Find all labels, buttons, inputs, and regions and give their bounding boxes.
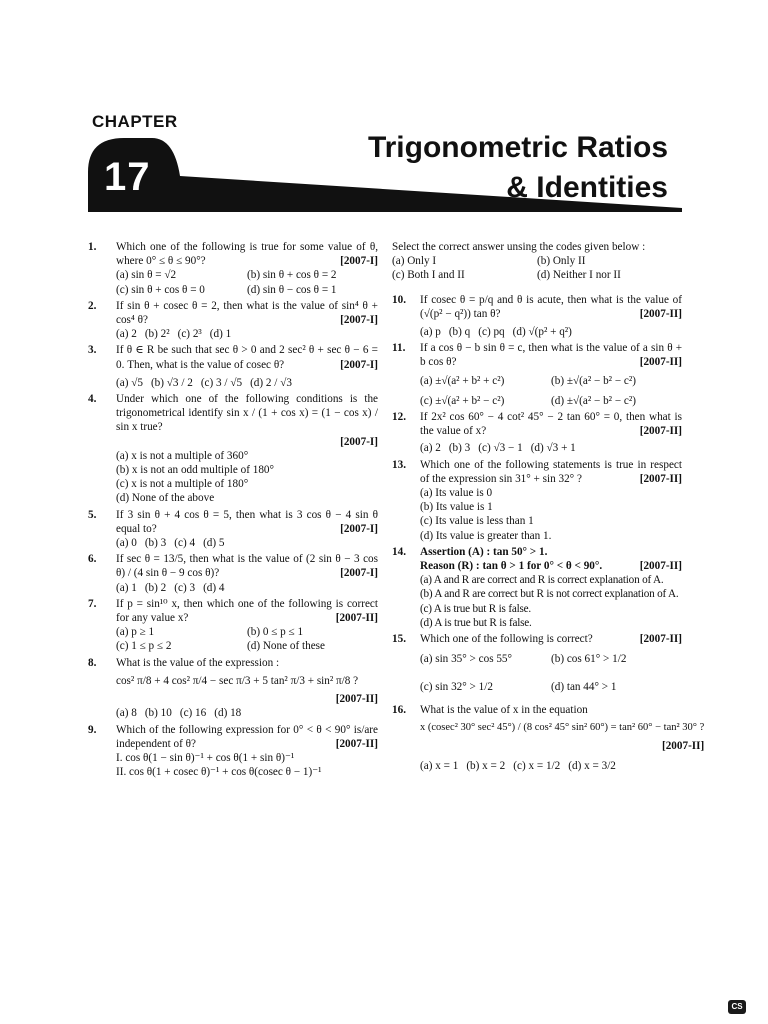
year-tag: [2007-II] [335, 737, 378, 750]
question-number: 13. [392, 458, 406, 471]
option-a: (a) 1 [116, 581, 137, 594]
option-c: (c) sin 32° > 1/2 [420, 681, 493, 694]
option-d: (d) 5 [203, 537, 225, 550]
options [420, 652, 682, 694]
options [420, 573, 682, 630]
option-c: (c) 16 [179, 707, 207, 720]
question-number: 3. [88, 344, 97, 357]
camscanner-badge: CS [728, 1000, 746, 1014]
option-a: (a) ±√(a² + b² + c²) [420, 374, 505, 387]
question-number: 16. [392, 703, 406, 716]
question-16 [392, 703, 705, 774]
option-b: (b) q [448, 326, 471, 339]
year-tag: [2007-II] [639, 472, 682, 485]
question-11 [392, 341, 682, 408]
option-c: (c) pq [478, 326, 505, 339]
option-a: (a) p ≥ 1 [116, 626, 155, 639]
year-tag: [2007-II] [335, 612, 378, 625]
option-b: (b) √3 / 2 [150, 376, 193, 389]
question-10 [392, 293, 682, 340]
chapter-title-line1: Trigonometric Ratios [367, 131, 668, 164]
option-b: (b) A and R are correct but R is not correct explanation of A. [420, 588, 679, 601]
options [116, 449, 378, 506]
option-b: (b) x = 2 [466, 760, 506, 773]
question-4 [88, 392, 378, 506]
option-b: (b) sin θ + cos θ = 2 [247, 269, 337, 282]
year-tag: [2007-I] [340, 314, 378, 327]
year-tag: [2007-II] [335, 693, 378, 706]
chapter-title [368, 128, 668, 208]
question-number: 12. [392, 411, 406, 424]
option-d: (d) A is true but R is false. [420, 616, 532, 629]
option-c: (c) 3 / √5 [200, 376, 243, 389]
question-15 [392, 632, 682, 695]
option-b: (b) Only II [537, 255, 586, 268]
question-text: What is the value of the expression : [116, 656, 280, 669]
option-d: (d) x = 3/2 [568, 760, 616, 773]
question-text: If p = sin¹⁰ x, then which one of the following is correct for any value x? [2007-II] [116, 597, 378, 625]
option-d: (d) √3 + 1 [530, 442, 576, 455]
chapter-label: CHAPTER [92, 112, 178, 131]
option-a: (a) 8 [116, 707, 137, 720]
question-text: Which one of the following is true for some value of θ, where 0° ≤ θ ≤ 90°? [2007-I] [116, 241, 378, 268]
question-number: 2. [88, 299, 97, 312]
options [116, 327, 378, 341]
equation: x (cosec² 30° sec² 45°) / (8 cos² 45° sin² 60°) = tan² 60° − tan² 30° ? [420, 721, 705, 733]
option-a: (a) A and R are correct and R is correct explanation of A. [420, 574, 664, 587]
chapter-title-line2: & Identities [506, 171, 668, 204]
option-a: (a) Only I [392, 255, 437, 268]
question-number: 8. [88, 656, 97, 669]
question-12 [392, 410, 682, 456]
question-text: If sec θ = 13/5, then what is the value of (2 sin θ − 3 cos θ) / (4 sin θ − 9 cos θ)? [2007-I] [116, 553, 378, 580]
option-d: (d) sin θ − cos θ = 1 [247, 283, 337, 296]
option-d: (d) 18 [214, 707, 242, 720]
question-number: 5. [88, 508, 97, 521]
option-c: (c) Its value is less than 1 [420, 515, 534, 528]
option-b: (b) cos 61° > 1/2 [551, 653, 627, 666]
option-d: (d) 2 / √3 [250, 376, 292, 389]
question-2 [88, 299, 378, 342]
option-d: (d) Its value is greater than 1. [420, 529, 552, 542]
year-tag: [2007-II] [639, 425, 682, 438]
option-c: (c) A is true but R is false. [420, 602, 532, 615]
year-tag: [2007-II] [639, 560, 682, 573]
option-a: (a) 2 [116, 328, 137, 341]
question-text: If sin θ + cosec θ = 2, then what is the value of sin⁴ θ + cos⁴ θ? [2007-I] [116, 299, 378, 327]
option-c: (c) ±√(a² + b² − c²) [420, 394, 505, 407]
year-tag: [2007-I] [340, 358, 378, 371]
statement-ii: II. cos θ(1 + cosec θ)⁻¹ + cos θ(cosec θ − 1)⁻¹ [116, 766, 322, 779]
options [116, 536, 378, 550]
option-c: (c) 4 [174, 537, 196, 550]
question-text: What is the value of x in the equation [420, 703, 588, 716]
option-b: (b) Its value is 1 [420, 501, 493, 514]
options [420, 325, 682, 339]
year-tag: [2007-II] [639, 633, 682, 646]
option-b: (b) 2 [144, 581, 167, 594]
question-14 [392, 545, 682, 630]
question-text: If a cos θ − b sin θ = c, then what is the value of a sin θ + b cos θ? [2007-II] [420, 342, 682, 369]
option-b: (b) 0 ≤ p ≤ 1 [247, 626, 304, 639]
option-a: (a) Its value is 0 [420, 487, 493, 500]
question-number: 14. [392, 545, 406, 558]
chapter-number: 17 [104, 155, 151, 199]
question-text: Which one of the following statements is true in respect of the expression sin 31° + sin 32° ? [2007-II] [420, 458, 682, 485]
question-number: 6. [88, 553, 97, 566]
question-5 [88, 508, 378, 551]
option-d: (d) Neither I nor II [537, 269, 621, 282]
option-b: (b) 10 [144, 707, 172, 720]
question-text: Under which one of the following conditions is the trigonometrical identify sin x / (1 + cos x) = (1 − cos x) / sin x true? [116, 393, 378, 434]
reason-line [420, 559, 682, 573]
option-b: (b) ±√(a² − b² − c²) [551, 374, 636, 387]
question-text: If θ ∈ R be such that sec θ > 0 and 2 sec² θ + sec θ − 6 = 0. Then, what is the value of cosec θ? [2007-I] [116, 344, 378, 371]
year-tag: [2007-I] [340, 522, 378, 535]
question-7 [88, 597, 378, 654]
options [116, 268, 378, 296]
option-c: (c) 3 [174, 581, 196, 594]
option-b: (b) 3 [448, 442, 471, 455]
year-tag: [2007-I] [340, 567, 378, 580]
question-13 [392, 458, 682, 543]
year-tag: [2007-II] [639, 307, 682, 320]
option-d: (d) None of the above [116, 492, 215, 505]
question-text: Which one of the following is correct? [2007-II] [420, 633, 682, 646]
option-c: (c) 1 ≤ p ≤ 2 [116, 640, 172, 653]
option-a: (a) 0 [116, 537, 137, 550]
question-9 [88, 723, 378, 780]
option-d: (d) 1 [209, 328, 232, 341]
question-text: If 2x² cos 60° − 4 cot² 45° − 2 tan 60° = 0, then what is the value of x? [2007-II] [420, 411, 682, 438]
year-tag: [2007-II] [661, 740, 705, 753]
year-tag: [2007-I] [340, 435, 378, 448]
option-d: (d) tan 44° > 1 [551, 681, 617, 694]
options [116, 376, 378, 390]
option-a: (a) √5 [116, 376, 143, 389]
option-a: (a) x is not a multiple of 360° [116, 449, 249, 462]
option-a: (a) sin 35° > cos 55° [420, 653, 513, 666]
option-d: (d) None of these [247, 640, 325, 653]
option-d: (d) ±√(a² − b² − c²) [551, 394, 636, 407]
year-tag: [2007-I] [340, 255, 378, 268]
option-c: (c) sin θ + cos θ = 0 [116, 283, 205, 296]
question-8 [88, 656, 378, 721]
question-1 [88, 240, 378, 297]
option-d: (d) √(p² + q²) [512, 326, 572, 339]
option-a: (a) p [420, 326, 441, 339]
options [420, 486, 682, 543]
question-text: Which of the following expression for 0° < θ < 90° is/are independent of θ? [2007-II] [116, 723, 378, 750]
question-number: 4. [88, 393, 97, 406]
options [420, 441, 682, 455]
codes-instruction: Select the correct answer unsing the codes given below : [392, 241, 646, 253]
option-c: (c) x is not a multiple of 180° [116, 478, 249, 491]
question-number: 9. [88, 723, 97, 736]
options [420, 374, 682, 408]
year-tag: [2007-II] [639, 356, 682, 369]
question-text: If cosec θ = p/q and θ is acute, then what is the value of (√(p² − q²)) tan θ? [2007-II] [420, 293, 682, 320]
codes-options [392, 254, 682, 282]
question-number: 1. [88, 241, 97, 253]
options [116, 581, 378, 595]
question-6 [88, 552, 378, 595]
question-3 [88, 343, 378, 390]
question-number: 10. [392, 293, 406, 306]
option-c: (c) 2³ [177, 328, 202, 341]
equation: cos² π/8 + 4 cos² π/4 − sec π/3 + 5 tan² π/3 + sin² π/8 ? [116, 674, 359, 687]
option-d: (d) 4 [203, 581, 225, 594]
option-a: (a) x = 1 [420, 760, 459, 773]
question-number: 7. [88, 597, 97, 610]
option-b: (b) 2² [144, 328, 170, 341]
options [116, 706, 378, 720]
assertion: Assertion (A) : tan 50° > 1. [420, 545, 548, 558]
option-c: (c) Both I and II [392, 269, 465, 282]
question-text: If 3 sin θ + 4 cos θ = 5, then what is 3 cos θ − 4 sin θ equal to? [2007-I] [116, 508, 378, 535]
reason: Reason (R) : tan θ > 1 for 0° < θ < 90°. [420, 560, 603, 573]
option-b: (b) 3 [144, 537, 167, 550]
statement-i: I. cos θ(1 − sin θ)⁻¹ + cos θ(1 + sin θ)⁻¹ [116, 751, 295, 764]
question-number: 11. [392, 342, 406, 355]
option-c: (c) √3 − 1 [478, 442, 523, 455]
option-b: (b) x is not an odd multiple of 180° [116, 464, 274, 477]
options [116, 625, 378, 653]
option-a: (a) sin θ = √2 [116, 269, 177, 282]
option-c: (c) x = 1/2 [513, 760, 561, 773]
options [420, 759, 704, 773]
left-column [88, 240, 378, 781]
right-column [392, 240, 705, 776]
option-a: (a) 2 [420, 442, 441, 455]
question-number: 15. [392, 633, 406, 646]
